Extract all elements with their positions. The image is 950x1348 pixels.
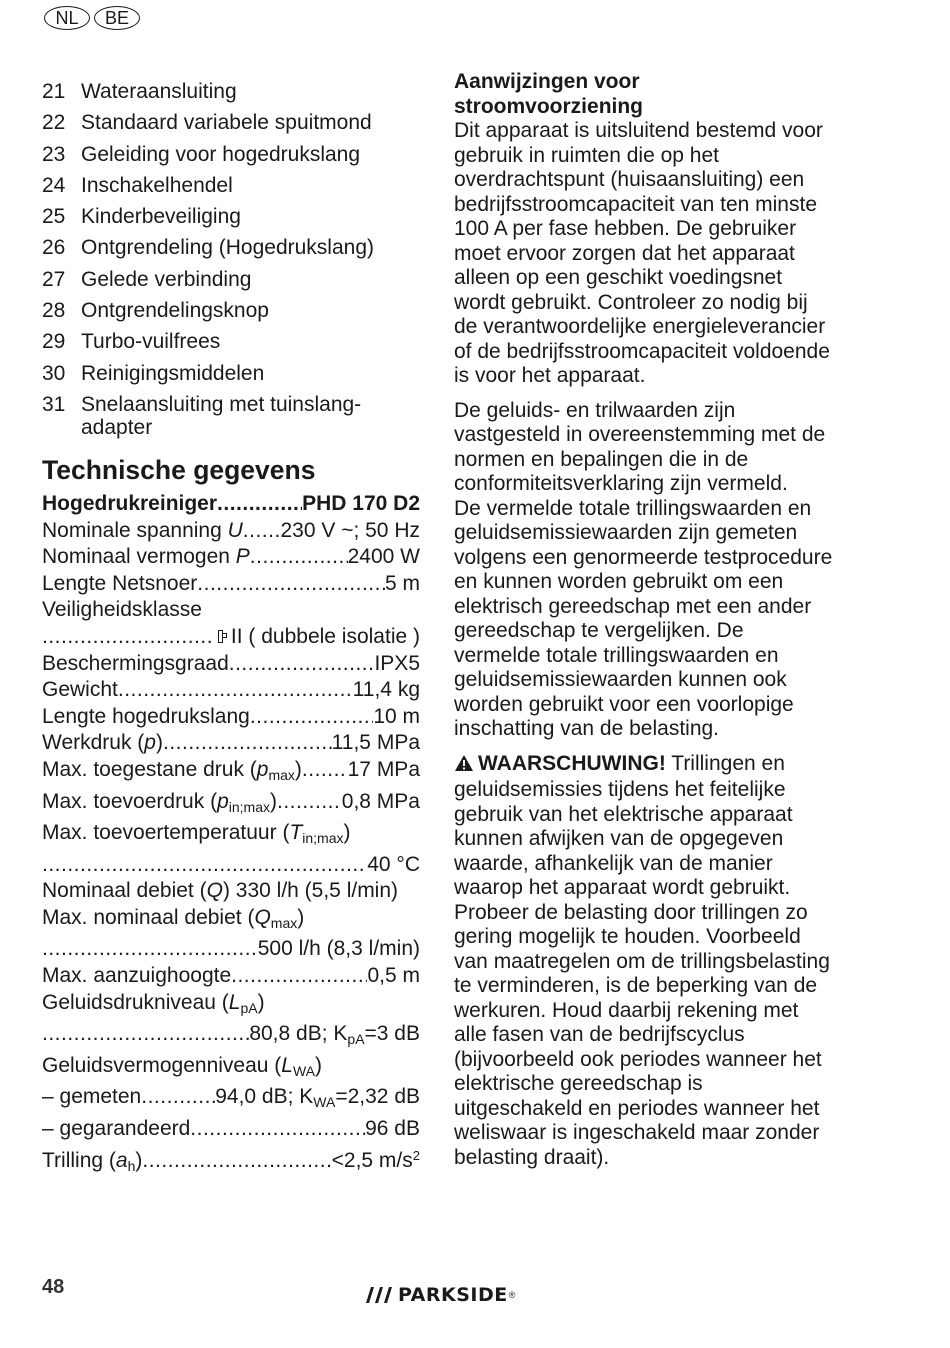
list-item: [42, 107, 420, 138]
spec-row-feed-temp-label: [42, 820, 420, 852]
spec-label: – gemeten: [42, 1085, 142, 1109]
spec-row-feed-pressure: [42, 789, 420, 821]
item-label: Kinderbeveiliging: [81, 205, 241, 229]
language-badges: [44, 6, 140, 30]
spec-row-vibration: [42, 1143, 420, 1180]
spec-label: Nominale spanning U: [42, 518, 243, 542]
spec-value: 94,0 dB; $K_{WA}=2,32$ dB: [215, 1085, 420, 1111]
leader-dots: [42, 624, 212, 651]
spec-label: Geluidsvermogenniveau $(L_{WA})$: [42, 1053, 323, 1079]
list-item: [42, 76, 420, 107]
warning-label: WAARSCHUWING!: [478, 751, 666, 775]
spec-value: 40 °C: [367, 852, 420, 876]
leader-dots: [250, 544, 348, 571]
leader-dots: [141, 1084, 215, 1111]
list-item: [42, 326, 420, 357]
item-label: Standaard variabele spuitmond: [81, 111, 372, 135]
spec-label: Nominaal vermogen P: [42, 545, 250, 569]
spec-value: 11,4 kg: [352, 678, 420, 702]
item-label: Wateraansluiting: [81, 80, 237, 103]
spec-value: 230 V ~; 50 Hz: [280, 518, 420, 542]
leader-dots: [243, 518, 281, 545]
spec-label: Max. toevoerdruk $(p_{in;max})$: [42, 789, 277, 815]
leader-dots: [142, 1148, 331, 1175]
power-supply-heading: Aanwijzingen voor stroomvoorziening: [454, 70, 644, 118]
list-item: [42, 295, 420, 326]
protection-class-ii-icon: [218, 630, 223, 643]
spec-row-guaranteed: [42, 1116, 420, 1143]
leader-dots: [231, 963, 367, 990]
item-number: 24: [42, 173, 66, 197]
leader-dots: [163, 730, 332, 757]
spec-value: 17 MPa: [347, 757, 420, 781]
spec-row-voltage: [42, 518, 420, 545]
item-label: Snelaansluiting met tuinslang- adapter: [81, 392, 362, 439]
warning-triangle-icon: [454, 754, 474, 779]
item-label: Ontgrendeling (Hogedrukslang): [81, 236, 375, 260]
leader-dots: [217, 491, 302, 518]
spec-label: Veiligheidsklasse: [42, 598, 202, 622]
brand-name: PARKSIDE: [398, 1284, 508, 1306]
list-item: [42, 201, 420, 232]
left-column: [42, 76, 420, 1179]
spec-row-weight: [42, 677, 420, 704]
emission-values-paragraph: De vermelde totale trillingswaarden en geluidsemissiewaarden zijn gemeten volgens een genormeerde testprocedure en kunnen worden gebruikt om een elektrisch gereedschap met een ander gereedschap te vergelijken. De vermelde totale trillingswaarden en geluidsemissiewaarden kunnen ook worden gebruikt voor een voorlopige inschatting van de belasting.: [454, 496, 833, 740]
item-label: Geleiding voor hogedrukslang: [81, 142, 361, 166]
leader-dots: [277, 789, 342, 816]
item-label: Ontgrendelingsknop: [81, 299, 269, 323]
item-number: 31: [42, 392, 66, 416]
language-badge-nl: NL: [44, 6, 90, 30]
language-badge-be: BE: [94, 6, 140, 30]
leader-dots: [197, 571, 385, 598]
item-number: 22: [42, 111, 66, 135]
leader-dots: [42, 936, 258, 963]
spec-row-max-flow-label: [42, 905, 420, 937]
warning-text: Trillingen en geluidsemissies tijdens het feitelijke gebruik van het elektrische apparaat kunnen afwijken van de opgegeven waarde, afhankelijk van de manier waarop het apparaat wordt gebruikt. Probeer de belasting door trillingen zo gering mogelijk te houden. Voorbeeld van maatregelen om de trillingsbelasting te verminderen, is de beperking van de werkuren. Houd daarbij rekening met alle fasen van de bedrijfscyclus (bijvoorbeeld ook periodes wanneer het elektrische gereedschap is uitgeschakeld en periodes wanneer het weliswaar is ingeschakeld maar zonder belasting draait).: [454, 751, 830, 1169]
leader-dots: [250, 704, 373, 731]
noise-values-paragraph: De geluids- en trilwaarden zijn vastgesteld in overeenstemming met de normen en bepalingen die in de conformiteitsverklaring zijn vermeld.: [454, 398, 826, 495]
spec-row-cord: [42, 571, 420, 598]
list-item: [42, 232, 420, 263]
spec-value: 80,8 dB; $K_{pA}=3$ dB: [249, 1022, 420, 1048]
spec-value: 2400 W: [347, 545, 420, 569]
spec-value: II ( dubbele isolatie ): [230, 624, 420, 648]
spec-label: Werkdruk (p): [42, 731, 163, 755]
right-column: [454, 70, 834, 1180]
item-label: Reinigingsmiddelen: [81, 361, 265, 385]
leader-dots: [229, 651, 375, 678]
item-label: Gelede verbinding: [81, 267, 252, 291]
spec-label: Lengte hogedrukslang: [42, 704, 250, 728]
leader-dots: [42, 852, 367, 879]
item-label: Turbo-vuilfrees: [81, 330, 221, 354]
list-item: [42, 264, 420, 295]
brand-logo: [362, 1284, 515, 1306]
spec-row-safety-value: [42, 624, 420, 651]
spec-row-sound-pressure-value: [42, 1021, 420, 1053]
spec-row-sound-power-label: [42, 1053, 420, 1085]
spec-value: PHD 170 D2: [302, 491, 420, 515]
spec-row-power: [42, 544, 420, 571]
spec-row-feed-temp-value: [42, 852, 420, 879]
section-title: Technische gegevens: [42, 454, 316, 485]
spec-value: 5 m: [384, 571, 420, 595]
item-number: 29: [42, 330, 66, 354]
spec-value: 0,8 MPa: [341, 789, 420, 813]
parts-list: [42, 76, 420, 439]
leader-dots: [190, 1116, 365, 1143]
spec-value: 96 dB: [365, 1117, 420, 1141]
spec-row-measured: [42, 1084, 420, 1116]
item-number: 23: [42, 142, 66, 166]
spec-label: Max. nominaal debiet $(Q_{max})$: [42, 905, 305, 931]
spec-row-max-pressure: [42, 757, 420, 789]
leader-dots: [118, 677, 353, 704]
spec-label: Trilling $(a_h)$: [42, 1148, 143, 1174]
list-item: [42, 139, 420, 170]
item-number: 25: [42, 205, 66, 229]
spec-row-flow: [42, 878, 420, 905]
spec-label: Max. aanzuighoogte: [42, 964, 232, 988]
spec-label: Lengte Netsnoer: [42, 571, 198, 595]
spec-value: 330 l/h (5,5 l/min): [235, 879, 399, 903]
spec-value: 0,5 m: [367, 964, 420, 988]
spec-value: 500 l/h (8,3 l/min): [257, 937, 420, 961]
item-number: 27: [42, 267, 66, 291]
spec-row-suction: [42, 963, 420, 990]
spec-label: Nominaal debiet (Q): [42, 879, 230, 903]
spec-row-max-flow-value: [42, 936, 420, 963]
spec-label: Hogedrukreiniger: [42, 491, 218, 515]
list-item: [42, 358, 420, 389]
leader-dots: [42, 1021, 249, 1048]
item-number: 26: [42, 236, 66, 260]
spec-label: Gewicht: [42, 678, 118, 702]
spec-label: Max. toegestane druk $(p_{max})$: [42, 757, 302, 783]
page-number: 48: [42, 1276, 65, 1298]
spec-label: Geluidsdrukniveau $(L_{pA})$: [42, 990, 265, 1016]
registered-mark: ®: [508, 1290, 516, 1300]
spec-value: 11,5 MPa: [331, 731, 420, 755]
spec-value: 10 m: [373, 704, 420, 728]
spec-label: Beschermingsgraad: [42, 651, 229, 675]
spec-label: – gegarandeerd: [42, 1117, 191, 1141]
spec-table: [42, 491, 420, 1179]
spec-value: IPX5: [374, 651, 420, 675]
leader-dots: [302, 757, 348, 784]
item-number: 28: [42, 299, 66, 323]
spec-row-sound-pressure-label: [42, 990, 420, 1022]
spec-row-working-pressure: [42, 730, 420, 757]
warning-paragraph: [454, 752, 834, 1171]
brand-slashes-icon: [362, 1286, 392, 1304]
spec-row-model: [42, 491, 420, 518]
spec-row-hose: [42, 704, 420, 731]
spec-row-protection: [42, 651, 420, 678]
spec-value: <2,5 $m/s^2$: [331, 1147, 420, 1172]
item-number: 21: [42, 80, 66, 103]
spec-row-safety-label: [42, 597, 420, 624]
list-item: [42, 389, 420, 439]
spec-label: Max. toevoertemperatuur $(T_{in;max})$: [42, 821, 351, 847]
item-number: 30: [42, 361, 66, 385]
list-item: [42, 170, 420, 201]
item-label: Inschakelhendel: [81, 173, 233, 197]
power-supply-paragraph: Dit apparaat is uitsluitend bestemd voor gebruik in ruimten die op het overdrachtspunt (huisaansluiting) een bedrijfsstroomcapaciteit van ten minste 100 A per fase hebben. De gebruiker moet ervoor zorgen dat het apparaat alleen op een geschikt voedingsnet wordt gebruikt. Controleer zo nodig bij de verantwoordelijke energieleverancier of de bedrijfsstroomcapaciteit voldoende is voor het apparaat.: [454, 119, 830, 387]
